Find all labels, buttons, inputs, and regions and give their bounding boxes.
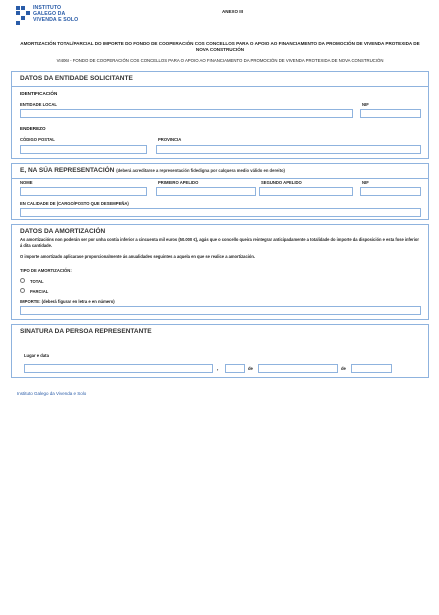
segundo-apelido-field[interactable]	[259, 187, 353, 196]
lugar-data-label: Lugar e data	[24, 353, 49, 358]
section-amortizacion	[11, 224, 429, 320]
divider	[12, 86, 428, 87]
section-title-entidade: DATOS DA ENTIDADE SOLICITANTE	[20, 75, 133, 82]
calidade-label: EN CALIDADE DE (CARGO/POSTO QUE DESEMPEÑA)	[20, 201, 129, 206]
total-label: TOTAL	[30, 279, 44, 284]
representacion-note: (deberá acreditarse a representación fidedigna por calquera medio válido en dereito)	[116, 168, 285, 173]
representacion-title-text: E, NA SÚA REPRESENTACIÓN	[20, 167, 115, 174]
codigo-postal-label: CÓDIGO POSTAL	[20, 137, 55, 142]
entidade-nif-field[interactable]	[360, 109, 421, 118]
document-title: AMORTIZACIÓN TOTAL/PARCIAL DO IMPORTE DO FONDO DE COOPERACIÓN COS CONCELLOS PARA O APOIO AO FINANCIAMENTO DA PROMOCIÓN DE VIVENDA PROTEXIDA DE NOVA CONSTRUCIÓN	[20, 41, 420, 52]
footer-text: Instituto Galego da Vivenda e Solo	[17, 391, 87, 396]
mes-field[interactable]	[258, 364, 338, 373]
de-separator-1: de	[248, 366, 253, 371]
parcial-label: PARCIAL	[30, 289, 49, 294]
total-radio[interactable]	[20, 278, 25, 283]
logo-line-2: GALEGO DA	[33, 11, 66, 17]
representacion-nif-label: NIF	[362, 180, 369, 185]
amortizacion-paragraph-2: O importe amortizado aplicarase proporcionalmente ás anualidades seguintes a aquela en que se realice a amortización.	[20, 254, 256, 259]
logo-line-1: INSTITUTO	[33, 5, 62, 11]
section-entidade	[11, 71, 429, 159]
entidade-local-label: ENTIDADE LOCAL	[20, 102, 57, 107]
provincia-label: PROVINCIA	[158, 137, 182, 142]
nome-field[interactable]	[20, 187, 147, 196]
divider	[12, 178, 428, 179]
identificacion-heading: IDENTIFICACIÓN	[20, 91, 58, 96]
ano-field[interactable]	[351, 364, 392, 373]
logo-mark-icon	[16, 6, 30, 25]
section-title-representacion	[20, 167, 285, 174]
importe-field[interactable]	[20, 306, 421, 315]
de-separator-2: de	[341, 366, 346, 371]
section-title-sinatura: SINATURA DA PERSOA REPRESENTANTE	[20, 328, 152, 335]
primeiro-apelido-field[interactable]	[156, 187, 256, 196]
logo-line-3: VIVENDA E SOLO	[33, 17, 79, 23]
lugar-field[interactable]	[24, 364, 213, 373]
entidade-nif-label: NIF	[362, 102, 369, 107]
anexo-label: ANEXO III	[222, 9, 244, 14]
tipo-amortizacion-label: TIPO DE AMORTIZACIÓN:	[20, 268, 72, 273]
section-sinatura	[11, 324, 429, 378]
representacion-nif-field[interactable]	[360, 187, 421, 196]
nome-label: NOME	[20, 180, 33, 185]
dia-field[interactable]	[225, 364, 245, 373]
section-representacion	[11, 163, 429, 220]
segundo-apelido-label: SEGUNDO APELIDO	[261, 180, 302, 185]
entidade-local-field[interactable]	[20, 109, 353, 118]
enderezo-heading: ENDEREZO	[20, 126, 46, 131]
amortizacion-paragraph-1: As amortizacións non poderán ser por unha contía inferior a cincuenta mil euros (50.000 €), agás que o concello queira reintegrar anticipadamente a totalidade do importe da disposición e esta fose inferior á dita cantidade.	[20, 237, 420, 249]
section-title-amortizacion: DATOS DA AMORTIZACIÓN	[20, 228, 106, 235]
parcial-radio[interactable]	[20, 288, 25, 293]
document-subtitle: VI406I - FONDO DE COOPERACIÓN COS CONCELLOS PARA O APOIO AO FINANCIAMENTO DA PROMOCIÓN DE VIVENDA PROTEXIDA DE NOVA CONSTRUCIÓN	[56, 58, 384, 63]
calidade-field[interactable]	[20, 208, 421, 217]
comma-separator: ,	[217, 366, 219, 372]
primeiro-apelido-label: PRIMEIRO APELIDO	[158, 180, 199, 185]
codigo-postal-field[interactable]	[20, 145, 147, 154]
provincia-field[interactable]	[156, 145, 421, 154]
importe-label: IMPORTE: (deberá figurar en letra e en número)	[20, 299, 115, 304]
logo-text	[33, 5, 78, 23]
igvs-logo	[16, 5, 78, 25]
